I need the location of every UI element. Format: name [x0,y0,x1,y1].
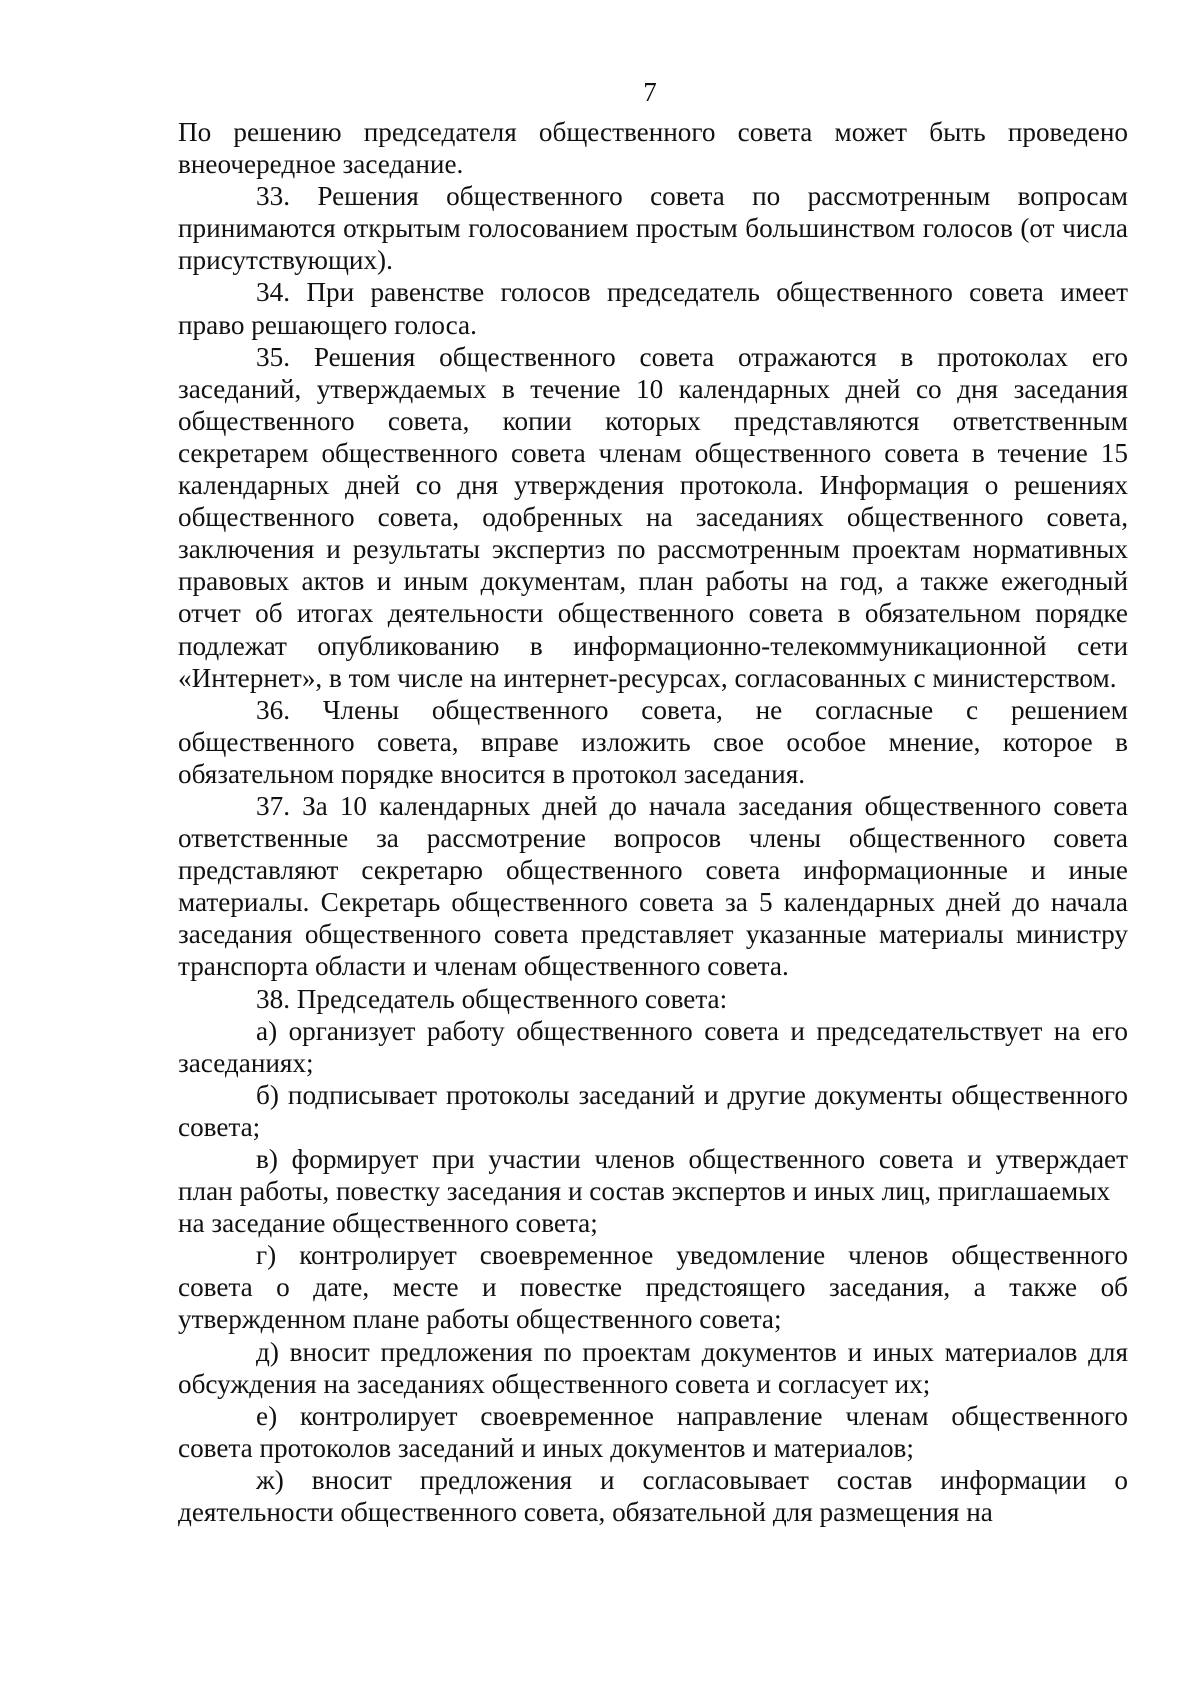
list-item-d: д) вносит предложения по проектам документов и иных материалов для обсуждения на заседаниях общественного совета и согласует их; [178,1336,1128,1399]
paragraph-33: 33. Решения общественного совета по рассмотренным вопросам принимаются открытым голосованием простым большинством голосов (от числа присутствующих). [178,181,1128,276]
paragraph-35: 35. Решения общественного совета отражаются в протоколах его заседаний, утверждаемых в течение 10 календарных дней со дня заседания общественного совета, копии которых представляются ответственным секретарем общественного совета членам общественного совета в течение 15 календарных дней со дня утверждения протокола. Информация о решениях общественного совета, одобренных на заседаниях общественного совета, заключения и результаты экспертиз по рассмотренным проектам нормативных правовых актов и иным документам, план работы на год, а также ежегодный отчет об итогах деятельности общественного совета в обязательном порядке подлежат опубликованию в информационно-телекоммуникационной сети «Интернет», в том числе на интернет-ресурсах, согласованных с министерством. [178,341,1128,693]
paragraph-34: 34. При равенстве голосов председатель общественного совета имеет право решающего голоса. [178,277,1128,340]
list-item-v-continuation: на заседание общественного совета; [178,1208,598,1239]
paragraph-38: 38. Председатель общественного совета: [256,983,728,1014]
list-item-b: б) подписывает протоколы заседаний и другие документы общественного совета; [178,1079,1128,1142]
list-item-g: г) контролирует своевременное уведомление членов общественного совета о дате, месте и повестке предстоящего заседания, а также об утвержденном плане работы общественного совета; [178,1240,1128,1335]
list-item-zh: ж) вносит предложения и согласовывает состав информации о деятельности общественного совета, обязательной для размещения на [178,1464,1128,1528]
paragraph-37: 37. За 10 календарных дней до начала заседания общественного совета ответственные за рассмотрение вопросов члены общественного совета представляют секретарю общественного совета информационные и иные материалы. Секретарь общественного совета за 5 календарных дней до начала заседания общественного совета представляет указанные материалы министру транспорта области и членам общественного совета. [178,790,1128,982]
list-item-e: е) контролирует своевременное направление членам общественного совета протоколов заседаний и иных документов и материалов; [178,1400,1128,1463]
paragraph-36: 36. Члены общественного совета, не согласные с решением общественного совета, вправе изложить свое особое мнение, которое в обязательном порядке вносится в протокол заседания. [178,694,1128,789]
list-item-v: в) формирует при участии членов общественного совета и утверждает план работы, повестку заседания и состав экспертов и иных лиц, приглашаемых [178,1144,1128,1207]
paragraph-extraordinary-meeting: По решению председателя общественного совета может быть проведено внеочередное заседание. [178,117,1128,180]
document-body [178,116,1128,1528]
page-number: 7 [643,77,657,107]
list-item-a: а) организует работу общественного совета и председательствует на его заседаниях; [178,1015,1128,1078]
